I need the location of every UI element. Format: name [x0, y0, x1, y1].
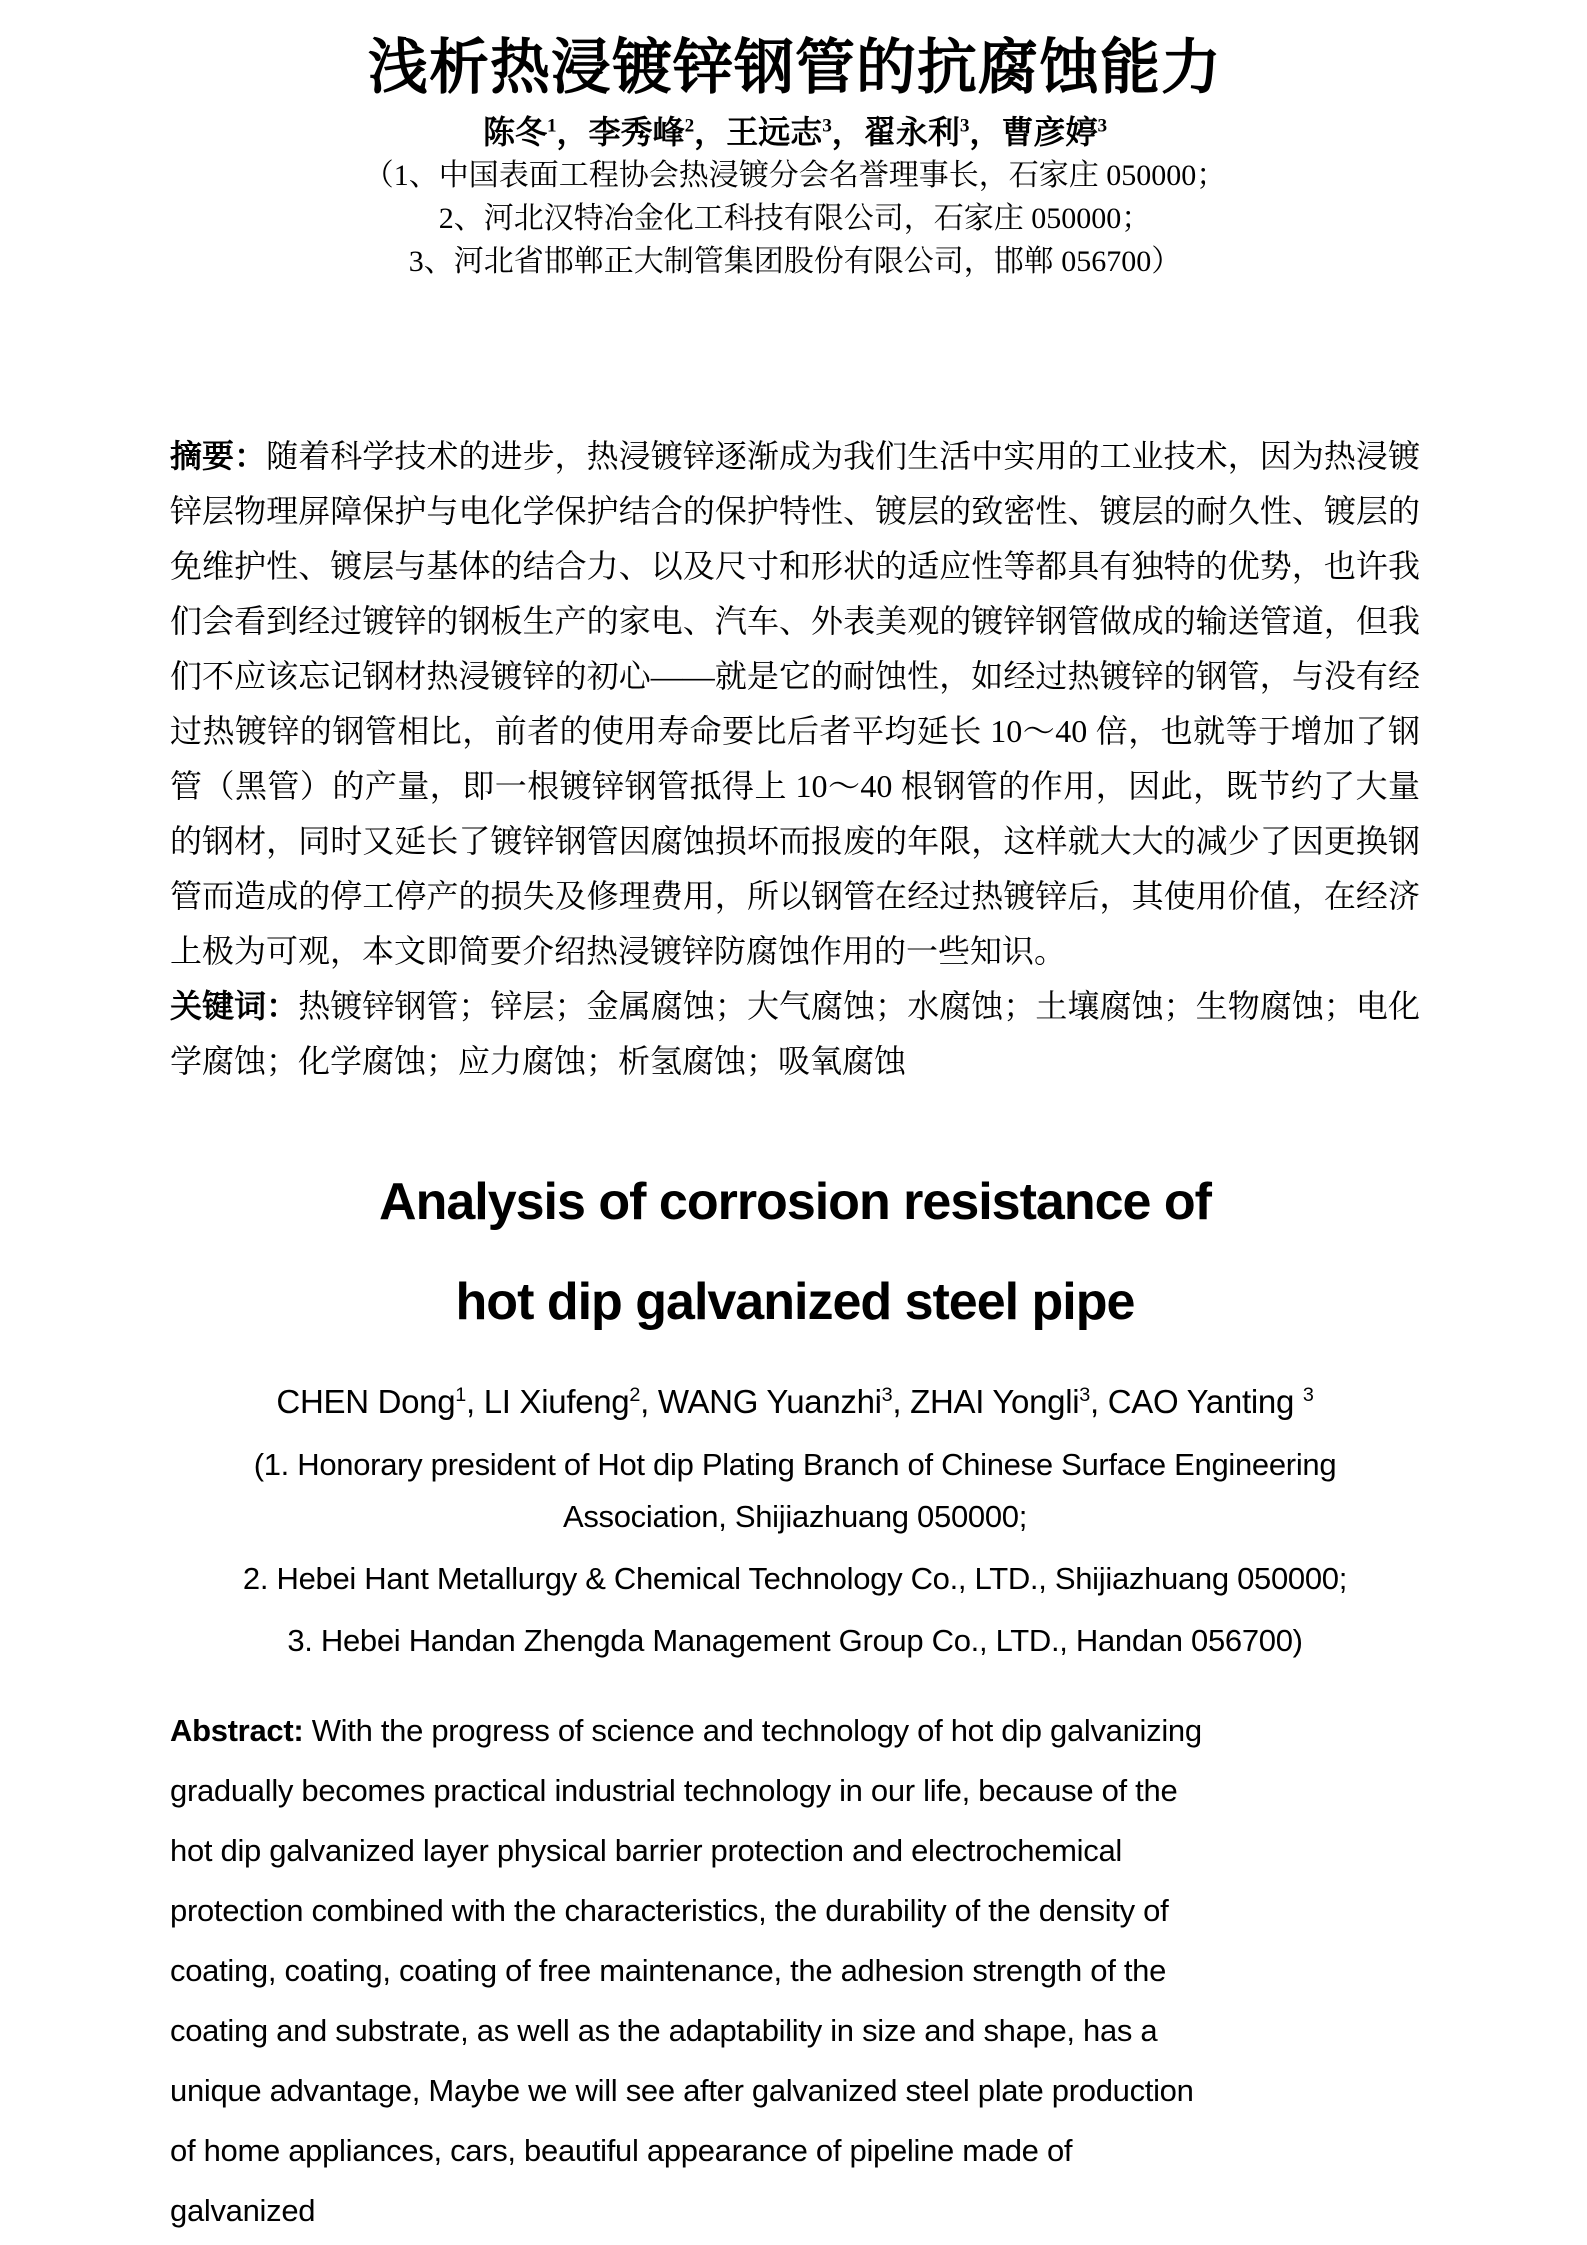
cn-affiliation-line: 2、河北汉特冶金化工科技有限公司，石家庄 050000；	[438, 202, 1152, 235]
author-name: 陈冬	[482, 114, 547, 150]
author-name: 翟永利	[863, 114, 960, 150]
author-name: WANG Yuanzhi	[657, 1383, 882, 1420]
en-author	[658, 1383, 910, 1420]
author-separator: ,	[640, 1383, 658, 1420]
author-superscript: 1	[455, 1384, 466, 1406]
author-separator: ，	[694, 114, 727, 150]
cn-keywords-text: 热镀锌钢管；锌层；金属腐蚀；大气腐蚀；水腐蚀；土壤腐蚀；生物腐蚀；电化学腐蚀；化学腐蚀；应力腐蚀；析氢腐蚀；吸氧腐蚀	[170, 988, 1420, 1079]
author-name: CAO Yanting	[1107, 1383, 1303, 1420]
author-superscript: 3	[959, 115, 970, 137]
cn-abstract-label: 摘要：	[170, 438, 267, 474]
cn-author	[726, 114, 864, 150]
author-superscript: 2	[684, 115, 695, 137]
author-superscript: 3	[822, 115, 832, 137]
cn-author	[864, 114, 1002, 150]
cn-author	[589, 114, 727, 150]
cn-affiliation-line: 3、河北省邯郸正大制管集团股份有限公司，邯郸 056700）	[408, 245, 1182, 278]
en-title	[170, 1152, 1420, 1352]
author-superscript: 3	[1079, 1384, 1090, 1406]
en-author	[276, 1383, 483, 1420]
cn-authors-line	[170, 110, 1420, 154]
en-author	[484, 1383, 658, 1420]
en-affiliation-line: 2. Hebei Hant Metallurgy & Chemical Technology Co., LTD., Shijiazhuang 050000;	[242, 1561, 1348, 1596]
cn-affiliation-line: （1、中国表面工程协会热浸镀分会名誉理事长，石家庄 050000；	[363, 159, 1227, 192]
author-name: LI Xiufeng	[483, 1383, 630, 1420]
author-superscript: 3	[881, 1384, 893, 1406]
en-affiliation-line: (1. Honorary president of Hot dip Plating Branch of Chinese Surface Engineering Association, Shijiazhuang 050000;	[253, 1447, 1337, 1534]
author-separator: ，	[556, 114, 589, 150]
en-abstract	[170, 1701, 1210, 2241]
en-title-line-2: hot dip galvanized steel pipe	[455, 1273, 1135, 1331]
en-affiliations	[170, 1439, 1420, 1667]
author-separator: ,	[892, 1383, 911, 1420]
en-affiliation-line: 3. Hebei Handan Zhengda Management Group Co., LTD., Handan 056700)	[287, 1623, 1303, 1658]
author-name: 李秀峰	[588, 114, 685, 150]
author-separator: ,	[466, 1383, 484, 1420]
en-abstract-label: Abstract:	[170, 1713, 304, 1748]
en-author	[1108, 1383, 1314, 1420]
author-superscript: 2	[629, 1384, 641, 1406]
author-superscript: 3	[1302, 1384, 1314, 1406]
author-superscript: 3	[1097, 115, 1108, 137]
cn-abstract	[170, 429, 1420, 979]
author-name: 曹彦婷	[1001, 114, 1098, 150]
en-author	[910, 1383, 1108, 1420]
en-authors-line	[170, 1377, 1420, 1427]
en-title-line-1: Analysis of corrosion resistance of	[379, 1173, 1211, 1231]
cn-keywords-label: 关键词：	[170, 988, 299, 1024]
author-name: 王远志	[726, 114, 823, 150]
cn-abstract-text: 随着科学技术的进步，热浸镀锌逐渐成为我们生活中实用的工业技术，因为热浸镀锌层物理屏障保护与电化学保护结合的保护特性、镀层的致密性、镀层的耐久性、镀层的免维护性、镀层与基体的结合力、以及尺寸和形状的适应性等都具有独特的优势，也许我们会看到经过镀锌的钢板生产的家电、汽车、外表美观的镀锌钢管做成的输送管道，但我们不应该忘记钢材热浸镀锌的初心——就是它的耐蚀性，如经过热镀锌的钢管，与没有经过热镀锌的钢管相比，前者的使用寿命要比后者平均延长 10～40 倍，也就等于增加了钢管（黑管）的产量，即一根镀锌钢管抵得上 10～40 根钢管的作用，因此，既节约了大量的钢材，同时又延长了镀锌钢管因腐蚀损坏而报废的年限，这样就大大的减少了因更换钢管而造成的停工停产的损失及修理费用，所以钢管在经过热镀锌后，其使用价值，在经济上极为可观，本文即简要介绍热浸镀锌防腐蚀作用的一些知识。	[170, 438, 1420, 969]
author-name: CHEN Dong	[276, 1383, 456, 1420]
en-abstract-text: With the progress of science and technology of hot dip galvanizing gradually becomes practical industrial technology in our life, because of the hot dip galvanized layer physical barrier protection and electrochemical protection combined with the characteristics, the durability of the density of coating, coating, coating of free maintenance, the adhesion strength of the coating and substrate, as well as the adaptability in size and shape, has a unique advantage, Maybe we will see after galvanized steel plate production of home appliances, cars, beautiful appearance of pipeline made of galvanized	[170, 1713, 1202, 2228]
cn-keywords	[170, 979, 1420, 1089]
author-superscript: 1	[546, 115, 557, 137]
cn-title: 浅析热浸镀锌钢管的抗腐蚀能力	[368, 35, 1222, 101]
cn-affiliations	[170, 154, 1420, 283]
cn-author	[483, 114, 589, 150]
author-name: ZHAI Yongli	[910, 1383, 1080, 1420]
author-separator: ,	[1089, 1383, 1108, 1420]
author-separator: ，	[969, 114, 1002, 150]
cn-author	[1001, 114, 1107, 150]
author-separator: ，	[831, 114, 864, 150]
